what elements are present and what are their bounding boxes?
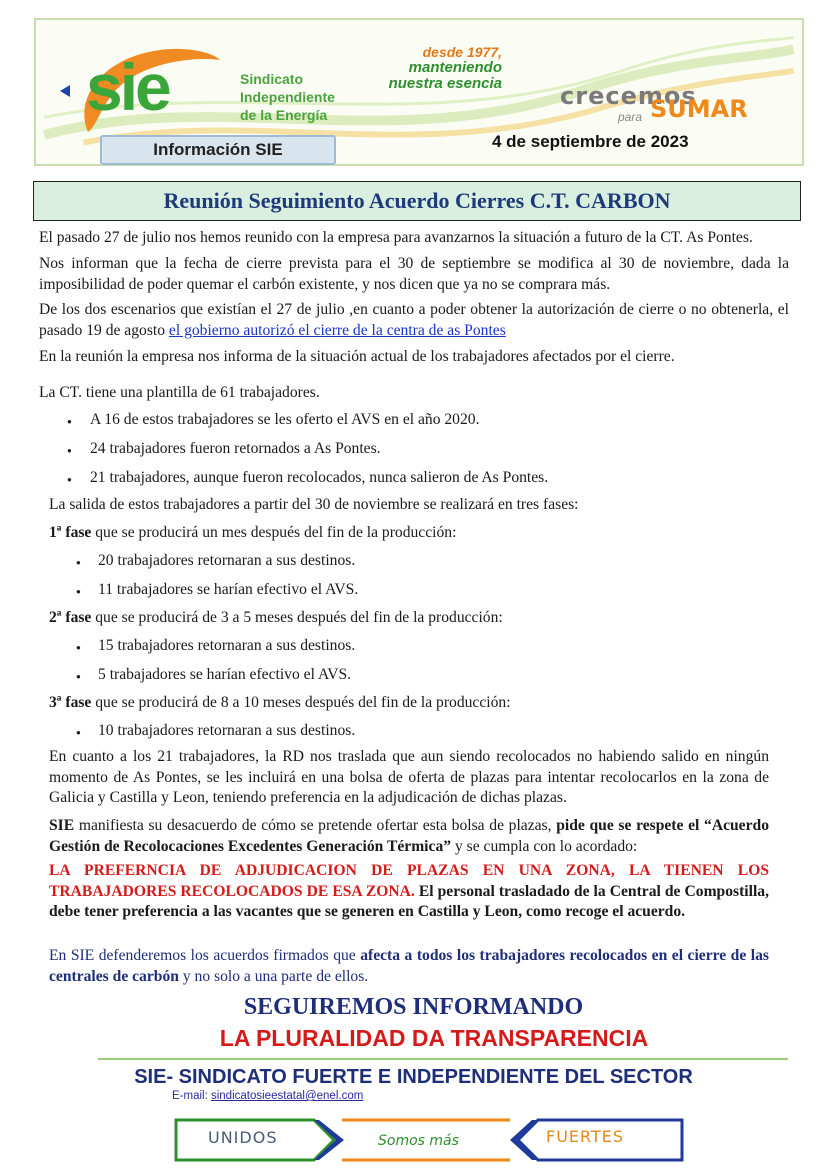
sie-logo-text: sie (86, 50, 169, 124)
phase-1-heading: 1ª fase que se producirá un mes después del fin de la producción: (49, 524, 457, 541)
list-item: ● 5 trabajadores se harían efectivo el AVS. (76, 665, 351, 685)
banner-label-unidos: UNIDOS (208, 1128, 278, 1147)
closing-pluralidad: LA PLURALIDAD DA TRANSPARENCIA (219, 1025, 649, 1051)
footer-union-name: SIE- SINDICATO FUERTE E INDEPENDIENTE DEL SECTOR (134, 1066, 693, 1088)
paragraph-meeting: En la reunión la empresa nos informa de la situación actual de los trabajadores afectados por el cierre. (39, 348, 675, 365)
list-item: ● 11 trabajadores se harían efectivo el AVS. (76, 580, 358, 600)
email-link[interactable]: sindicatosieestatal@enel.com (210, 1090, 364, 1102)
back-arrow-icon[interactable] (60, 85, 70, 97)
paragraph-phases: La salida de estos trabajadores a partir del 30 de noviembre se realizará en tres fases: (49, 496, 579, 513)
paragraph-closing-date: Nos informan que la fecha de cierre prevista para el 30 de septiembre se modifica al 30 de noviembre, dada la imposibilidad de poder quemar el carbón existente, y nos dicen que ya no se comprara más. (39, 255, 789, 293)
email-row: E-mail: sindicatosieestatal@enel.com (172, 1090, 364, 1102)
slogan-para: para (618, 110, 643, 124)
paragraph-sie-disagreement: SIE manifiesta su desacuerdo de cómo se pretende ofertar esta bolsa de plazas, pide que se respete el “Acuerdo Gestión de Recolocaciones Excedentes Generación Térmica” y se cumpla con lo acordado: (49, 817, 769, 855)
slogan-sumar: SUMAR (650, 95, 748, 123)
banner-label-fuertes: FUERTES (546, 1127, 625, 1146)
page-title: Reunión Seguimiento Acuerdo Cierres C.T. CARBON (33, 181, 801, 221)
paragraph-scenarios: De los dos escenarios que existían el 27 de julio ,en cuanto a poder obtener la autorización de cierre o no obtenerla, el pasado 19 de agosto el gobierno autorizó el cierre de la centra de as Pontes (39, 301, 789, 339)
phase-3-heading: 3ª fase que se producirá de 8 a 10 meses después del fin de la producción: (49, 694, 511, 711)
government-authorization-link[interactable]: el gobierno autorizó el cierre de la centra de as Pontes (168, 321, 506, 339)
list-item: ● 24 trabajadores fueron retornados a As Pontes. (68, 439, 381, 459)
slogan-crecemos: crecemos (560, 82, 697, 110)
paragraph-intro: El pasado 27 de julio nos hemos reunido con la empresa para avanzarnos la situación a futuro de la CT. As Pontes. (39, 229, 753, 246)
document-date: 4 de septiembre de 2023 (492, 132, 689, 151)
phase-2-heading: 2ª fase que se producirá de 3 a 5 meses después del fin de la producción: (49, 609, 503, 626)
info-label: Información SIE (100, 135, 336, 165)
list-item: ● 20 trabajadores retornaran a sus destinos. (76, 551, 355, 571)
paragraph-defend-agreements: En SIE defenderemos los acuerdos firmados que afecta a todos los trabajadores recolocados en el cierre de las centrales de carbón y no solo a una parte de ellos. (49, 947, 769, 985)
closing-seguiremos: SEGUIREMOS INFORMANDO (243, 994, 584, 1020)
paragraph-21-workers: En cuanto a los 21 trabajadores, la RD nos traslada que aun siendo recolocados no habiendo salido en ningún momento de As Pontes, se les incluirá en una bolsa de oferta de plazas para intentar recolocarlos en la zona de Galicia y Castilla y Leon, teniendo preferencia en la adjudicación de dichas plazas. (49, 748, 769, 806)
paragraph-preference: LA PREFERNCIA DE ADJUDICACION DE PLAZAS EN UNA ZONA, LA TIENEN LOS TRABAJADORES RECOLOCADOS DE ESA ZONA. El personal trasladado de la Central de Compostilla, debe tener preferencia a las vacantes que se generen en Castilla y Leon, como recoge el acuerdo. (49, 862, 769, 920)
list-item: ● 15 trabajadores retornaran a sus destinos. (76, 636, 355, 656)
banner-label-somos: Somos más (378, 1133, 459, 1149)
list-item: ● A 16 de estos trabajadores se les oferto el AVS en el año 2020. (68, 410, 479, 430)
list-item: ● 10 trabajadores retornaran a sus destinos. (76, 721, 355, 741)
divider (98, 1058, 788, 1060)
motto: desde 1977, manteniendo nuestra esencia (388, 44, 502, 92)
list-item: ● 21 trabajadores, aunque fueron recolocados, nunca salieron de As Pontes. (68, 468, 548, 488)
org-name: Sindicato Independiente de la Energía (240, 71, 335, 123)
paragraph-staff: La CT. tiene una plantilla de 61 trabajadores. (39, 384, 320, 401)
